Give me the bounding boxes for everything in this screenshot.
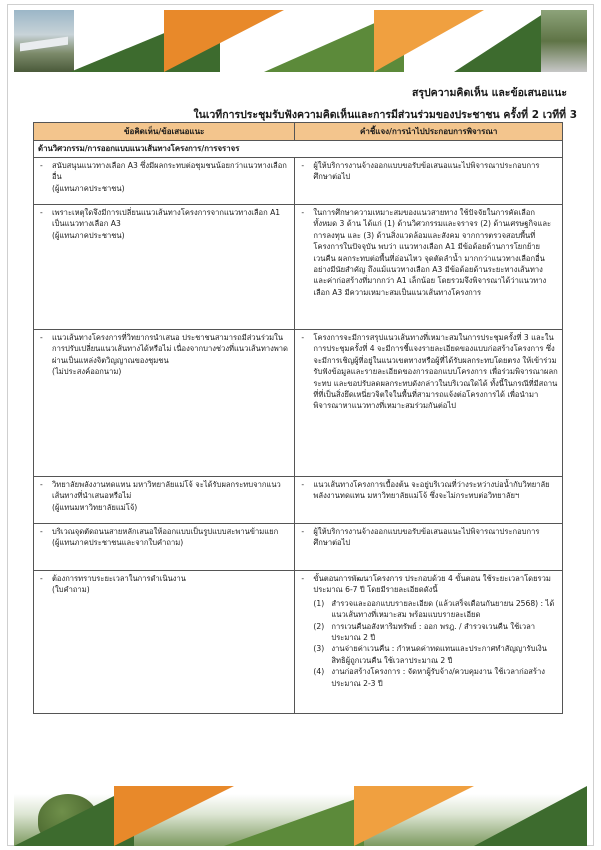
bullet-dash: -	[301, 161, 305, 170]
comment-text: วิทยาลัยพลังงานทดแทน มหาวิทยาลัยแม่โจ้ จะได้รับผลกระทบจากแนวเส้นทางที่นำเสนอหรือไม่	[52, 480, 281, 501]
banner-photo-right	[541, 10, 587, 72]
bullet-dash: -	[301, 208, 305, 217]
bullet-dash: -	[40, 574, 43, 583]
bullet-dash: -	[40, 161, 43, 170]
section-title: ด้านวิศวกรรม/การออกแบบแนวเส้นทางโครงการ/การจราจร	[34, 141, 563, 158]
footer-orange-shape-2	[354, 786, 474, 846]
list-item	[313, 598, 558, 621]
response-cell	[295, 330, 562, 415]
bullet-dash: -	[301, 527, 305, 536]
footer-banner	[14, 766, 587, 846]
banner-green-shape-3	[454, 10, 549, 72]
page-subtitle: ในเวทีการประชุมรับฟังความคิดเห็นและการมีส่วนร่วมของประชาชน ครั้งที่ 2 เวทีที่ 3	[193, 109, 577, 121]
response-text: ขั้นตอนการพัฒนาโครงการ ประกอบด้วย 4 ขั้นตอน ใช้ระยะเวลาโดยรวมประมาณ 6-7 ปี โดยมีรายละเอียดดังนี้	[313, 574, 551, 595]
comment-text: เพราะเหตุใดจึงมีการเปลี่ยนแนวเส้นทางโครงการจากแนวทางเลือก A1 เป็นแนวทางเลือก A3	[52, 208, 281, 229]
column-header-responses: คำชี้แจง/การนำไปประกอบการพิจารณา	[295, 123, 563, 141]
table-header-row	[34, 123, 563, 141]
comment-cell	[34, 524, 294, 552]
response-cell	[295, 571, 562, 692]
table-row	[34, 330, 563, 477]
comment-source: (ใบคำถาม)	[52, 585, 90, 595]
response-text: ในการศึกษาความเหมาะสมของแนวสายทาง ใช้ปัจจัยในการคัดเลือกทั้งหมด 3 ด้าน ได้แก่ (1) ด้านวิศวกรรมและจราจร (2) ด้านเศรษฐกิจและการลงทุน และ (3) ด้านสิ่งแวดล้อมและสังคม จากการตรวจสอบพื้นที่โครงการในปัจจุบัน พบว่า แนวทางเลือก A1 มีข้อด้อยด้านการโยกย้ายเวนคืน ผลกระทบต่อพื้นที่อ่อนไหว จุดตัดลำน้ำ มากกว่าแนวทางเลือกอื่นอย่างมีนัยสำคัญ ถึงแม้แนวทางเลือก A3 มีข้อด้อยด้านระยะทางเส้นทาง และค่าก่อสร้างที่มากกว่า A1 เล็กน้อย โดยรวมจึงพิจารณาได้ว่าแนวทางเลือก A3 มีความเหมาะสมเป็นแนวเส้นทางโครงการ	[313, 208, 552, 297]
step-number: (1)	[313, 598, 325, 608]
comment-source: (ผู้แทนภาคประชาชน)	[52, 230, 125, 240]
column-header-comments: ข้อคิดเห็น/ข้อเสนอแนะ	[34, 123, 295, 141]
footer-orange-shape	[114, 786, 234, 846]
comment-source: (ผู้แทนภาคประชาชน)	[52, 183, 125, 193]
response-cell	[295, 205, 562, 301]
response-text: ผู้ให้บริการงานจ้างออกแบบขอรับข้อเสนอแนะไปพิจารณาประกอบการศึกษาต่อไป	[313, 527, 540, 548]
comment-source: (ไม่ประสงค์ออกนาม)	[52, 367, 122, 377]
section-row	[34, 141, 563, 158]
comment-text: แนวเส้นทางโครงการที่วิทยากรนำเสนอ ประชาชนสามารถมีส่วนร่วมในการปรับเปลี่ยนแนวเส้นทางได้หรือไม่ เนื่องจากบางช่วงที่แนวเส้นทางพาดผ่านเป็นแหล่งจิตวิญญาณของชุมชน	[52, 333, 288, 365]
bullet-dash: -	[40, 527, 43, 536]
step-number: (3)	[313, 644, 325, 654]
comment-text: ต้องการทราบระยะเวลาในการดำเนินงาน	[52, 574, 186, 583]
footer-green-shape-3	[474, 786, 587, 846]
bullet-dash: -	[301, 480, 305, 489]
comments-table	[33, 122, 563, 714]
table-row	[34, 158, 563, 205]
bullet-dash: -	[301, 574, 305, 583]
response-text: ผู้ให้บริการงานจ้างออกแบบขอรับข้อเสนอแนะไปพิจารณาประกอบการศึกษาต่อไป	[313, 161, 540, 182]
response-cell	[295, 524, 562, 552]
comment-cell	[34, 330, 294, 381]
comment-source: (ผู้แทนมหาวิทยาลัยแม่โจ้)	[52, 502, 138, 512]
banner-photo-left	[14, 10, 74, 72]
step-text: งานจ่ายค่าเวนคืน : กำหนดค่าทดแทนและประกาศทำสัญญารับเงิน สิทธิผู้ถูกเวนคืน ใช้เวลาประมาณ 2 ปี	[331, 644, 547, 665]
steps-list	[313, 598, 558, 689]
step-text: งานก่อสร้างโครงการ : จัดหาผู้รับจ้าง/ควบคุมงาน ใช้เวลาก่อสร้างประมาณ 2-3 ปี	[331, 667, 545, 688]
bullet-dash: -	[40, 480, 43, 489]
list-item	[313, 621, 558, 644]
list-item	[313, 666, 558, 689]
table-row	[34, 571, 563, 714]
comment-cell	[34, 158, 294, 197]
step-number: (4)	[313, 667, 325, 677]
comment-source: (ผู้แทนภาคประชาชนและจากใบคำถาม)	[52, 538, 184, 548]
bullet-dash: -	[301, 333, 305, 342]
step-text: การเวนคืนอสังหาริมทรัพย์ : ออก พรฎ. / สำรวจเวนคืน ใช้เวลาประมาณ 2 ปี	[331, 621, 536, 642]
response-text: แนวเส้นทางโครงการเบื้องต้น จะอยู่บริเวณที่ว่างระหว่างบ่อน้ำกับวิทยาลัยพลังงานทดแทน มหาวิทยาลัยแม่โจ้ ซึ่งจะไม่กระทบต่อวิทยาลัยฯ	[313, 480, 550, 501]
footer-green-shape-2	[224, 796, 364, 846]
table-row	[34, 477, 563, 524]
response-cell	[295, 158, 562, 186]
step-text: สำรวจและออกแบบรายละเอียด (แล้วเสร็จเดือนกันยายน 2568) : ได้แนวเส้นทางที่เหมาะสม พร้อมแบบรายละเอียด	[331, 598, 555, 620]
response-text: โครงการจะมีการสรุปแนวเส้นทางที่เหมาะสมในการประชุมครั้งที่ 3 และในการประชุมครั้งที่ 4 จะมีการชี้แจงรายละเอียดของแบบก่อสร้างโครงการ ซึ่งจะมีการเชิญผู้ที่อยู่ในแนวเขตทางหรือผู้ที่ได้รับผลกระทบโดยตรง ให้เข้าร่วมรับฟังข้อมูลและรายละเอียดของการออกแบบโครงการ เพื่อร่วมพิจารณาผลกระทบ และขอปรับลดผลกระทบดังกล่าวในบริเวณใดได้ ทั้งนี้ในกรณีที่มีสถานที่ที่เป็นสิ่งยึดเหนี่ยวจิตใจในพื้นที่สามารถแจ้งต่อโครงการได้ เพื่อนำมาพิจารณาหาแนวทางที่เหมาะสมร่วมกันต่อไป	[313, 333, 558, 411]
response-cell	[295, 477, 562, 505]
bullet-dash: -	[40, 333, 43, 342]
list-item	[313, 643, 558, 666]
step-number: (2)	[313, 621, 325, 631]
comment-cell	[34, 571, 294, 599]
comment-cell	[34, 477, 294, 516]
page-title: สรุปความคิดเห็น และข้อเสนอแนะ	[411, 87, 567, 99]
header-banner	[14, 10, 587, 72]
comment-cell	[34, 205, 294, 244]
comment-text: สนับสนุนแนวทางเลือก A3 ซึ่งมีผลกระทบต่อชุมชนน้อยกว่าแนวทางเลือกอื่น	[52, 161, 287, 182]
table-row	[34, 524, 563, 571]
bullet-dash: -	[40, 208, 43, 217]
table-row	[34, 205, 563, 330]
comment-text: บริเวณจุดตัดถนนสายหลักเสนอให้ออกแบบเป็นรูปแบบสะพานข้ามแยก	[52, 527, 279, 536]
